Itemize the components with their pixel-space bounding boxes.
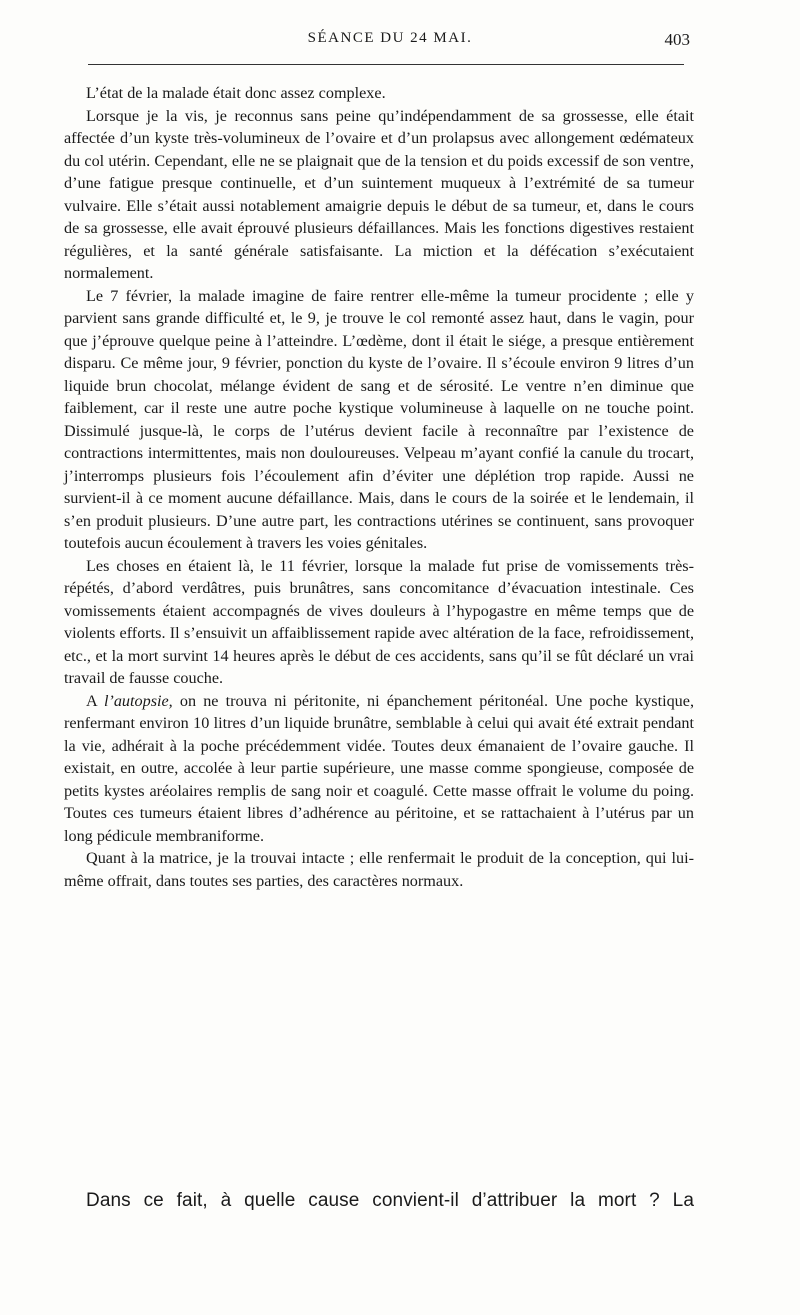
paragraph-5 (64, 690, 694, 848)
paragraph-5-italic: l’autopsie, (103, 691, 173, 710)
running-head (90, 30, 690, 58)
paragraph-6: Quant à la matrice, je la trouvai intacte ; elle renfermait le produit de la conception, qui lui-même offrait, dans toutes ses parties, des caractères normaux. (64, 849, 694, 890)
paragraph-3: Le 7 février, la malade imagine de faire rentrer elle-même la tumeur procidente ; elle y parvient sans grande difficulté et, le 9, je trouve le col remonté assez haut, dans le vagin, pour que j’éprouve quelque peine à l’atteindre. L’œdème, dont il était le siége, a presque entièrement disparu. Ce même jour, 9 février, ponction du kyste de l’ovaire. Il s’écoule environ 9 litres d’un liquide brun chocolat, mélange évident de sang et de sérosité. Le ventre n’en diminue que faiblement, car il reste une autre poche kystique volumineuse à laquelle on ne touche point. Dissimulé jusque-là, le corps de l’utérus devient facile à reconnaître par l’existence de contractions intermittentes, mais non douloureuses. Velpeau m’ayant confié la canule du trocart, j’interromps plusieurs fois l’écoulement afin d’éviter une déplétion trop rapide. Aussi ne survient-il à ce moment aucune défaillance. Mais, dans le cours de la soirée et le lendemain, il s’en produit plusieurs. D’une autre part, les contractions utérines se continuent, sans provoquer toutefois aucun écoulement à travers les voies génitales. (64, 286, 694, 552)
header-rule (88, 64, 684, 65)
page-number: 403 (664, 30, 690, 49)
final-line: Dans ce fait, à quelle cause convient-il d’attribuer la mort ? La (86, 1190, 694, 1211)
paragraph-5-text: on ne trouva ni péritonite, ni épanchement péritonéal. Une poche kystique, renfermant environ 10 litres d’un liquide brunâtre, semblable à celui qui avait été extrait pendant la vie, adhérait à la poche précédemment vidée. Toutes deux émanaient de l’ovaire gauche. Il existait, en outre, accolée à leur partie supérieure, une masse comme spongieuse, composée de petits kystes aréolaires remplis de sang noir et coagulé. Cette masse offrait le volume du poing. Toutes ces tumeurs étaient libres d’adhérence au péritoine, et se rattachaient à l’utérus par un long pédicule membraniforme. (64, 691, 694, 845)
running-title: SÉANCE DU 24 MAI. (307, 30, 473, 46)
paragraph-2: Lorsque je la vis, je reconnus sans peine qu’indépendamment de sa grossesse, elle était affectée d’un kyste très-volumineux de l’ovaire et d’un prolapsus avec allongement œdémateux du col utérin. Cependant, elle ne se plaignait que de la tension et du poids excessif de son ventre, d’une fatigue presque continuelle, et d’un suintement muqueux à l’extrémité de sa tumeur vulvaire. Elle s’était aussi notablement amaigrie depuis le début de sa tumeur, et, dans le cours de sa grossesse, elle avait éprouvé plusieurs défaillances. Mais les fonctions digestives restaient régulières, et la santé générale satisfaisante. La miction et la défécation s’exécutaient normalement. (64, 106, 694, 282)
body-text (64, 82, 694, 892)
paragraph-5-lead: A (86, 691, 104, 710)
paragraph-4: Les choses en étaient là, le 11 février, lorsque la malade fut prise de vomissements très-répétés, d’abord verdâtres, puis brunâtres, sans concomitance d’évacuation intestinale. Ces vomissements étaient accompagnés de vives douleurs à l’hypogastre en même temps que de violents efforts. Il s’ensuivit un affaiblissement rapide avec altération de la face, refroidissement, etc., et la mort survint 14 heures après le début de ces accidents, sans qu’il se fût déclaré un vrai travail de fausse couche. (64, 556, 694, 687)
paragraph-1: L’état de la malade était donc assez complexe. (86, 84, 386, 102)
